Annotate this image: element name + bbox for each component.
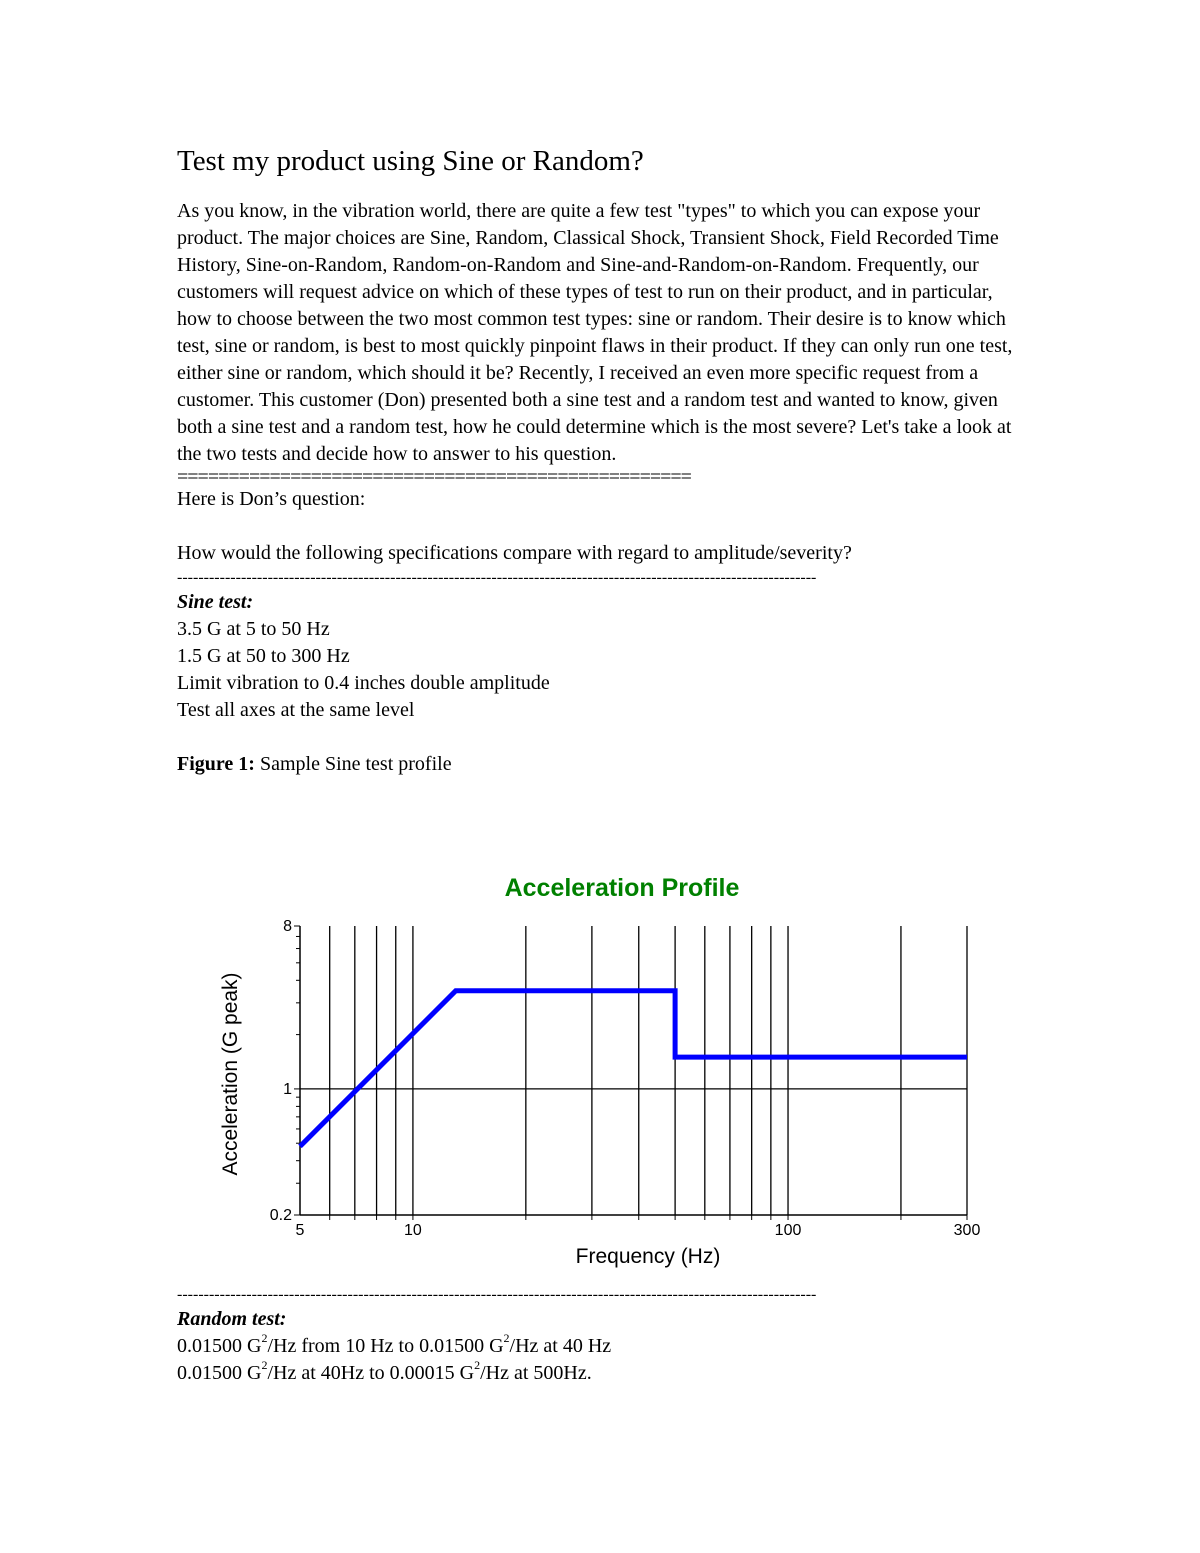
- question-intro: Here is Don’s question:: [177, 488, 366, 510]
- x-tick-label: 100: [774, 1222, 802, 1239]
- x-tick-label: 300: [953, 1222, 981, 1239]
- sine-line: 3.5 G at 5 to 50 Hz: [177, 618, 330, 640]
- page-title: Test my product using Sine or Random?: [177, 145, 644, 177]
- dash-divider-top: ------------------------------------------------------------------------------------------------------------------------: [177, 569, 817, 586]
- y-tick-label: 1: [283, 1080, 292, 1098]
- random-line-1: 0.01500 $G^2/Hz$ from 10 Hz to 0.01500 $G^2/Hz$ at 40 Hz: [177, 1331, 612, 1357]
- figure-label: Figure 1:: [177, 753, 255, 775]
- figure-caption-text: Sample Sine test profile: [254, 753, 452, 775]
- intro-paragraph: As you know, in the vibration world, there are quite a few test "types" to which you can expose your product. The major choices are Sine, Random, Classical Shock, Transient Shock, Field Recorded Time History, Sine-on-Random, Random-on-Random and Sine-and-Random-on-Random. Frequently, our customers will request advice on which of these types of test to run on their product, and in particular, how to choose between the two most common test types: sine or random. Their desire is to know which test, sine or random, is best to most quickly pinpoint flaws in their product. If they can only run one test, either sine or random, which should it be? Recently, I received an even more specific request from a customer. This customer (Don) presented both a sine test and a random test and wanted to know, given both a sine test and a random test, how he could determine which is the most severe? Let's take a look at the two tests and decide how to answer to his question.: [177, 200, 1013, 465]
- chart-y-axis-label: Acceleration (G peak): [219, 972, 242, 1176]
- random-test-heading: Random test:: [177, 1308, 287, 1330]
- question-text: How would the following specifications compare with regard to amplitude/severity?: [177, 542, 852, 564]
- sine-test-heading: Sine test:: [177, 591, 254, 613]
- x-tick-label: 5: [295, 1222, 305, 1239]
- chart-x-axis-label: Frequency (Hz): [575, 1245, 721, 1268]
- series-line: [300, 991, 967, 1147]
- x-tick-label: 10: [404, 1222, 422, 1239]
- random-line-2: 0.01500 $G^2/Hz$ at 40Hz to 0.00015 $G^2/Hz$ at 500Hz.: [177, 1358, 592, 1384]
- separator-rule: ==================================================: [177, 468, 691, 486]
- y-tick-label: 8: [283, 918, 292, 935]
- y-tick-label: 0.2: [269, 1207, 292, 1224]
- sine-line: Test all axes at the same level: [177, 699, 415, 721]
- chart-title: Acceleration Profile: [504, 874, 740, 902]
- sine-line: 1.5 G at 50 to 300 Hz: [177, 645, 350, 667]
- dash-divider-bottom: ------------------------------------------------------------------------------------------------------------------------: [177, 1286, 817, 1303]
- sine-line: Limit vibration to 0.4 inches double amplitude: [177, 672, 550, 694]
